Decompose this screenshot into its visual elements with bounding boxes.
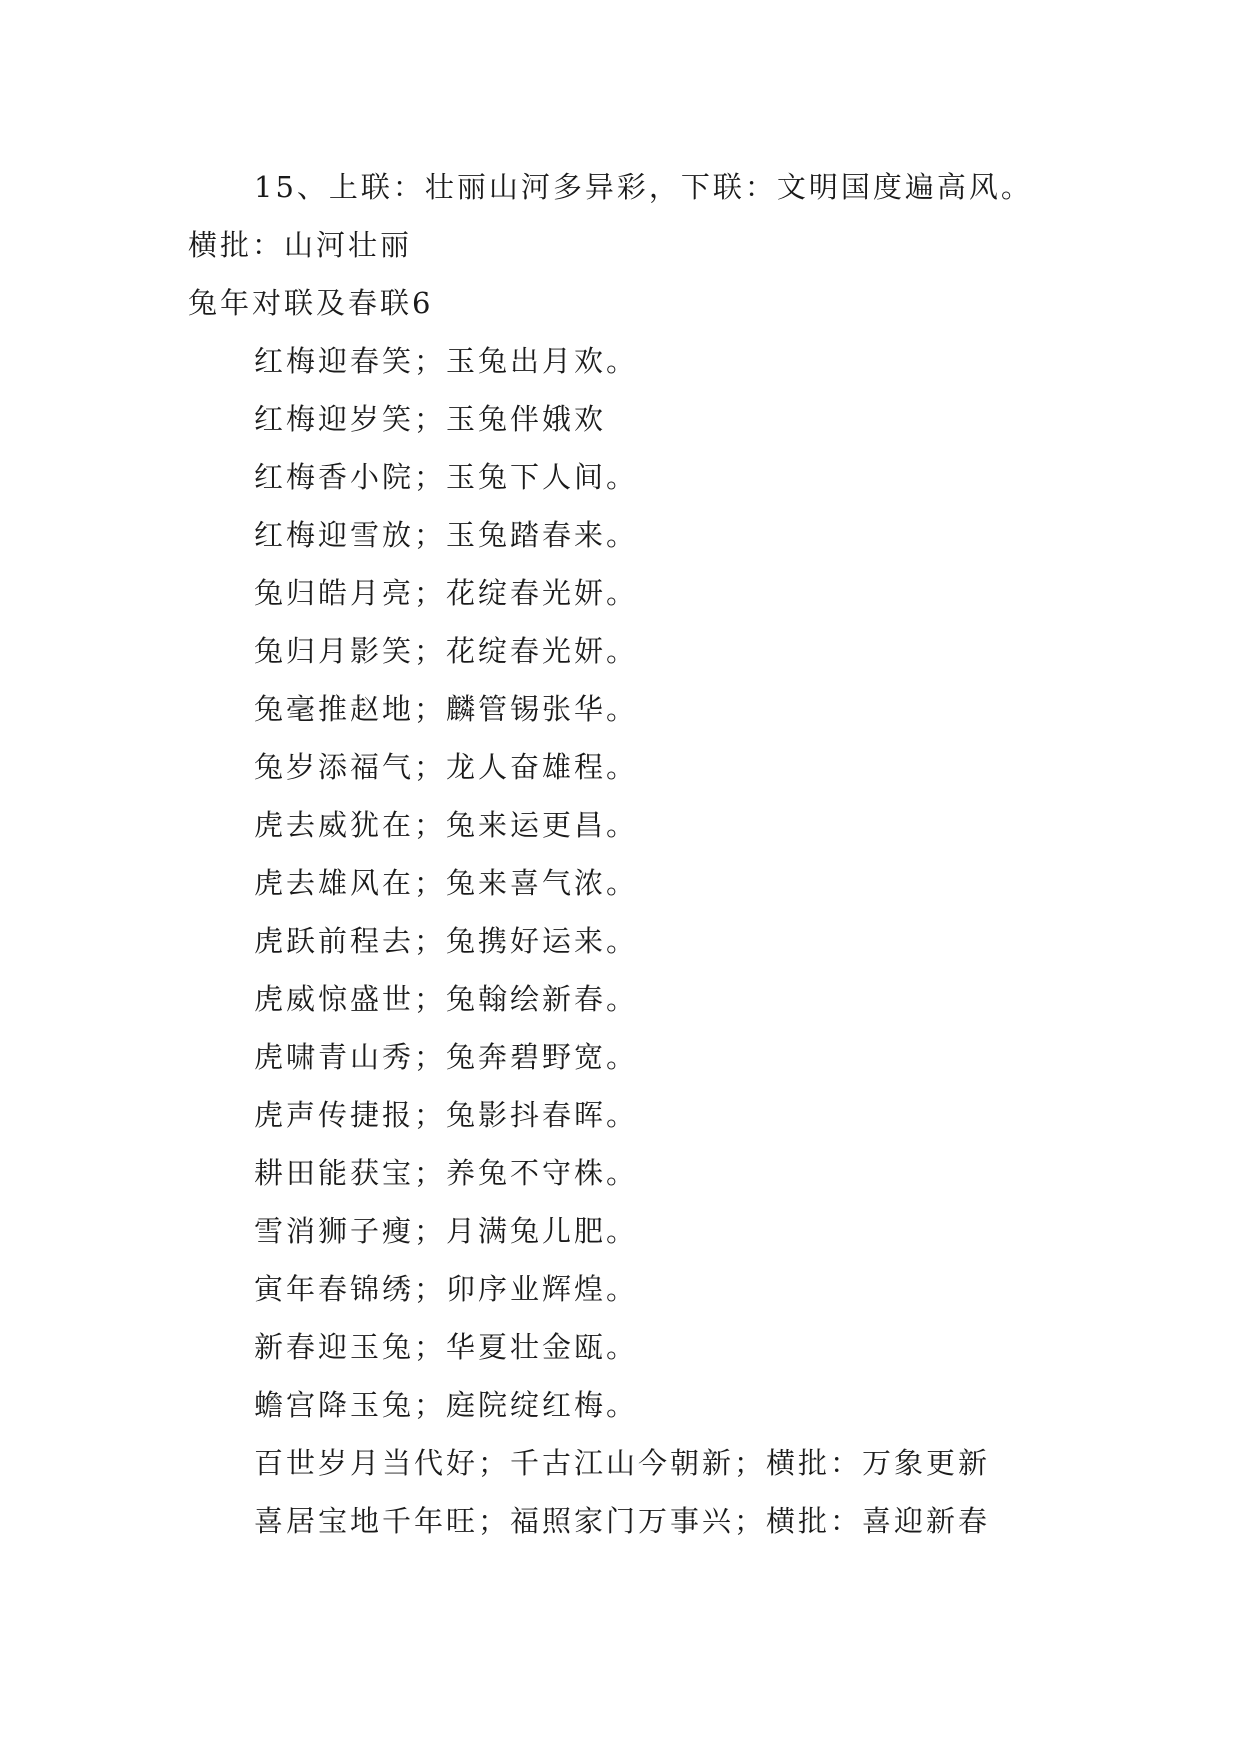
section-heading: 兔年对联及春联6 (188, 286, 434, 320)
couplet-line: 红梅迎春笑；玉兔出月欢。 (254, 344, 639, 378)
couplet-line: 红梅迎岁笑；玉兔伴娥欢 (254, 402, 607, 436)
couplet-line: 虎啸青山秀；兔奔碧野宽。 (254, 1040, 639, 1074)
couplet-line: 兔归皓月亮；花绽春光妍。 (254, 576, 639, 610)
intro-couplet-line: 15、上联：壮丽山河多异彩，下联：文明国度遍高风。 (254, 170, 1033, 204)
couplet-line: 红梅香小院；玉兔下人间。 (254, 460, 639, 494)
couplet-line: 兔归月影笑；花绽春光妍。 (254, 634, 639, 668)
couplet-line: 寅年春锦绣；卯序业辉煌。 (254, 1272, 639, 1306)
couplet-line: 虎去威犹在；兔来运更昌。 (254, 808, 639, 842)
couplet-line: 兔岁添福气；龙人奋雄程。 (254, 750, 639, 784)
couplet-line: 新春迎玉兔；华夏壮金瓯。 (254, 1330, 639, 1364)
couplet-line: 虎威惊盛世；兔翰绘新春。 (254, 982, 639, 1016)
couplet-line: 虎去雄风在；兔来喜气浓。 (254, 866, 639, 900)
couplet-line: 虎跃前程去；兔携好运来。 (254, 924, 639, 958)
couplet-line: 雪消狮子瘦；月满兔儿肥。 (254, 1214, 639, 1248)
couplet-line: 兔毫推赵地；麟管锡张华。 (254, 692, 639, 726)
couplet-line: 喜居宝地千年旺；福照家门万事兴；横批：喜迎新春 (254, 1504, 991, 1538)
couplet-line: 耕田能获宝；养兔不守株。 (254, 1156, 639, 1190)
document-body (188, 158, 1088, 1550)
couplet-line: 虎声传捷报；兔影抖春晖。 (254, 1098, 639, 1132)
couplet-line: 百世岁月当代好；千古江山今朝新；横批：万象更新 (254, 1446, 991, 1480)
couplet-line: 蟾宫降玉兔；庭院绽红梅。 (254, 1388, 639, 1422)
couplet-line: 红梅迎雪放；玉兔踏春来。 (254, 518, 639, 552)
intro-hengpi-line: 横批：山河壮丽 (188, 228, 413, 262)
